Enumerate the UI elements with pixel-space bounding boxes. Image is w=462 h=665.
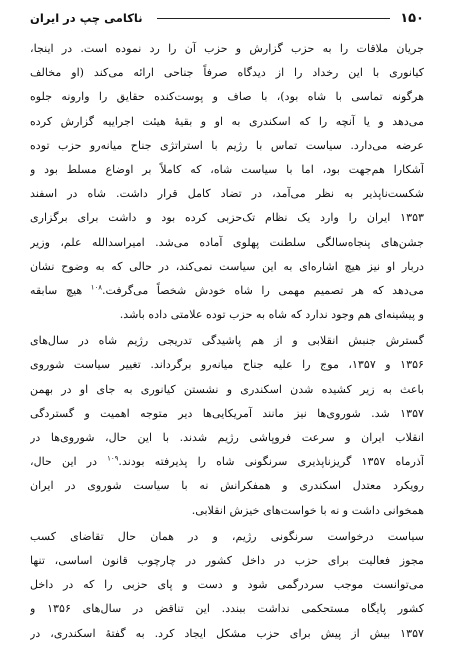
text-line-segment: هیچ سابقه: [30, 283, 91, 297]
text-line-with-footnote: [30, 279, 424, 303]
text-line: عرضه می‌دارد. سیاست تماس با رژیم با استراتژی جناح میانه‌رو حزب توده: [30, 138, 424, 152]
text-line: ۱۳۵۷ شد. شوروی‌ها نیز مانند آمریکایی‌ها دیر متوجه اهمیت و گستردگی: [30, 406, 424, 420]
text-line: ۱۳۵۶ و ۱۳۵۷، موج را علیه جناح میانه‌رو برگرداند. تغییر سیاست شوروی: [30, 358, 424, 372]
header-rule: [157, 18, 391, 19]
text-line: گسترش جنبش انقلابی و از هم پاشیدگی تدریجی رژیم شاه در سال‌های: [30, 334, 424, 348]
text-line: کشور پایگاه مستحکمی نداشت ببندد. این تناقض در سال‌های ۱۳۵۶ و: [30, 602, 424, 616]
text-line: و پیشینه‌ای هم وجود ندارد که شاه به حزب توده علامتی داده باشد.: [119, 308, 424, 322]
footnote-marker: ۱۰۹: [107, 454, 119, 463]
paragraph-1: [30, 37, 424, 327]
text-line: آشکارا هم‌جهت بود، اما با سیاست شاه، که کاملاً بر اوضاع مسلط بود و: [30, 162, 424, 176]
text-line: هرگونه تماسی با شاه بود)، با صاف و پوست‌کنده حقایق را وارونه جلوه: [30, 90, 424, 104]
paragraph-2: [30, 329, 424, 523]
text-line: دربار او نیز هیچ اشاره‌ای به این سیاست نمی‌کند، در حالی که به وضوح نشان: [30, 259, 424, 273]
text-line: ۱۳۵۳ ایران را وارد یک نظام تک‌حزبی کرده بود و داشت برای برگزاری: [30, 211, 424, 225]
text-line: می‌توانست موجب سردرگمی شود و دست و پای حزبی را که در داخل: [30, 578, 424, 592]
text-line: همخوانی داشت و نه با خواست‌های خیزش انقلابی.: [191, 503, 424, 517]
text-line-with-footnote: [30, 450, 424, 474]
text-line: جریان ملاقات را به حزب گزارش و حزب آن را رد نموده است. در اینجا،: [30, 42, 424, 55]
text-line: کیانوری با این رخداد را از دیدگاه صرفاً جناحی ارائه می‌کند (او مخالف: [30, 66, 424, 80]
text-line-segment: می‌دهد که هر تصمیم مهمی را شاه خودش شخصاً می‌گرفت.: [102, 283, 424, 297]
text-line: سیاست درخواست سرنگونی رژیم، و در همان حال تقاضای کسب: [30, 529, 424, 543]
text-line: انقلاب ایران و سرعت فروپاشی رژیم شدند. با این حال، شوروی‌ها در: [30, 431, 424, 444]
text-line: ۱۳۵۷ بیش از پیش برای حزب مشکل ایجاد کرد. به گفتهٔ اسکندری، در: [30, 626, 424, 640]
text-line: باعث به زیر کشیده شدن اسکندری و نشستن کیانوری به جای او در بهمن: [30, 382, 424, 396]
page-number: ۱۵۰: [400, 10, 424, 26]
text-line: مجوز فعالیت برای حزب در داخل کشور در چارچوب قانون اساسی، تنها: [30, 553, 424, 567]
text-line: شکست‌ناپذیر به نظر می‌آمد، در تضاد کامل قرار داشت. شاه در اسفند: [30, 187, 424, 201]
paragraph-3: [30, 525, 424, 646]
text-line-segment: آذرماه ۱۳۵۷ گریزناپذیری سرنگونی شاه را پذیرفته بودند.: [118, 455, 424, 469]
page-header: [30, 6, 424, 30]
text-line-segment: در این حال،: [30, 455, 108, 469]
text-line: جشن‌های پنجاه‌سالگی سلطنت پهلوی آماده می‌شد. امیراسدالله علم، وزیر: [30, 235, 424, 249]
body-text: [30, 37, 424, 646]
text-line: می‌دهد و یا آنچه را که اسکندری به او و بقیهٔ هیئت اجراییه گزارش کرده: [30, 114, 424, 128]
footnote-marker: ۱۰۸: [90, 283, 102, 292]
text-line: رویکرد معتدل اسکندری و همفکرانش نه با سیاست شوروی در ایران: [30, 479, 424, 493]
running-title: ناکامی چپ در ایران: [30, 11, 143, 25]
